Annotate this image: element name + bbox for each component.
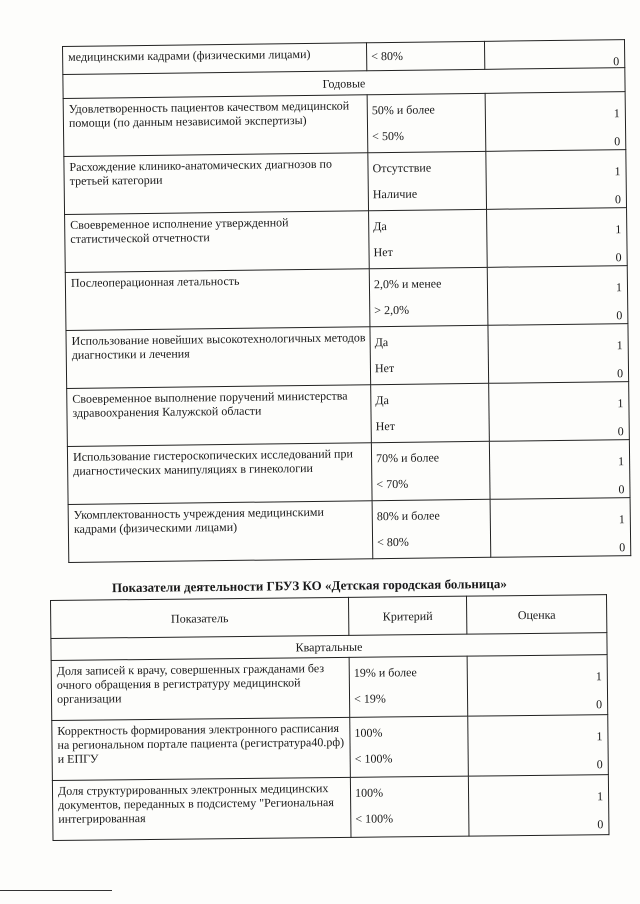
indicator-cell: Доля структурированных электронных медицинских документов, переданных в подсистему "Региональная интегрированная [52, 777, 351, 840]
score-value: 1 [617, 396, 624, 411]
criterion-value: Отсутствие [372, 160, 432, 176]
score-cell [487, 266, 628, 326]
table-row [66, 324, 629, 389]
score-value: 1 [597, 789, 604, 804]
indicator-cell: Своевременное выполнение поручений министерства здравоохранения Калужской области [67, 385, 372, 447]
score-cell [484, 40, 624, 70]
score-cell [487, 208, 628, 268]
table-row [65, 266, 628, 331]
criterion-cell [350, 716, 469, 777]
criterion-cell [368, 151, 487, 210]
table-row [63, 92, 626, 157]
quarterly-indicators-table [50, 594, 609, 841]
header-score: Оценка [466, 595, 606, 634]
criterion-value: > 2,0% [374, 302, 410, 318]
criterion-value: < 80% [376, 534, 409, 550]
indicator-cell: Использование гистероскопических исследований при диагностических манипуляциях в гинекологии [67, 443, 372, 505]
criterion-value: 80% и более [376, 508, 440, 524]
indicator-cell: Использование новейших высокотехнологичных методов диагностики и лечения [66, 327, 371, 389]
score-value: 1 [596, 729, 603, 744]
criterion-value: Наличие [372, 186, 418, 202]
criterion-value: < 80% [371, 48, 403, 64]
score-value: 1 [618, 512, 625, 527]
criterion-value: < 50% [372, 128, 404, 144]
table-row [67, 382, 630, 447]
table-row [64, 150, 627, 215]
criterion-cell [370, 325, 489, 384]
criterion-value: Нет [373, 244, 393, 260]
header-indicator: Показатель [51, 597, 349, 638]
score-value: 0 [614, 134, 621, 149]
score-value: 0 [613, 54, 620, 69]
indicator-cell: Укомплектованность учреждения медицинскими кадрами (физическими лицами) [68, 501, 373, 563]
score-cell [467, 655, 608, 716]
criterion-cell [372, 499, 491, 558]
criterion-value: Нет [375, 418, 396, 434]
criterion-cell [369, 267, 488, 326]
criterion-cell [350, 776, 469, 837]
section-title: Квартальные [51, 633, 607, 661]
indicator-cell: Своевременное исполнение утвержденной статистической отчетности [65, 211, 370, 273]
indicator-cell: Корректность формирования электронного расписания на региональном портале пациента (регистратура40.рф) и ЕПГУ [52, 717, 351, 780]
score-value: 1 [615, 280, 623, 295]
table-row [65, 208, 628, 273]
criterion-value: 19% и более [353, 665, 417, 680]
criterion-cell [369, 209, 488, 268]
score-value: 1 [618, 454, 625, 469]
indicator-cell: медицинскими кадрами (физическими лицами) [63, 43, 367, 75]
criterion-value: 100% [354, 785, 384, 800]
score-cell [489, 440, 630, 500]
score-cell [468, 715, 609, 776]
table-row [52, 775, 609, 841]
score-cell [468, 775, 609, 836]
criterion-value: Да [375, 393, 389, 408]
criterion-value: Да [373, 219, 387, 234]
score-value: 1 [613, 106, 620, 121]
footnote-divider [0, 890, 112, 891]
score-value: 0 [597, 817, 604, 832]
criterion-value: 2,0% и менее [373, 276, 442, 292]
table-row [68, 498, 631, 563]
section-title: Годовые [63, 68, 625, 99]
criterion-value: < 70% [376, 476, 409, 492]
score-cell [486, 150, 627, 210]
criterion-cell [349, 656, 468, 717]
score-cell [488, 324, 629, 384]
criterion-cell [367, 93, 486, 152]
criterion-cell [371, 441, 490, 500]
table-row [52, 715, 609, 781]
score-cell [489, 382, 630, 442]
criterion-cell [366, 41, 484, 70]
criterion-value: < 19% [353, 691, 386, 706]
score-value: 1 [614, 164, 621, 179]
score-value: 1 [595, 669, 602, 684]
indicator-cell: Послеоперационная летальность [65, 269, 370, 331]
score-value: 1 [615, 222, 622, 237]
criterion-value: Да [374, 335, 389, 350]
header-row [51, 595, 607, 639]
score-value: 0 [615, 250, 622, 265]
table-row [51, 655, 608, 721]
criterion-value: 50% и более [371, 102, 435, 118]
score-value: 0 [618, 482, 625, 497]
score-value: 0 [617, 424, 624, 439]
header-criteria: Критерий [348, 596, 466, 635]
table-row [67, 440, 630, 505]
score-value: 0 [596, 697, 603, 712]
score-cell [485, 92, 626, 152]
criterion-value: < 100% [354, 751, 393, 766]
criterion-value: 100% [354, 725, 383, 740]
score-value: 0 [614, 192, 621, 207]
indicator-cell: Расхождение клинико-анатомических диагнозов по третьей категории [64, 153, 369, 215]
criterion-value: Нет [374, 360, 395, 376]
score-value: 0 [619, 540, 626, 555]
criterion-value: < 100% [355, 811, 394, 826]
section-heading: Показатели деятельности ГБУЗ КО «Детская городская больница» [111, 575, 507, 596]
score-value: 1 [616, 338, 623, 353]
score-value: 0 [596, 757, 603, 772]
indicator-cell: Удовлетворенность пациентов качеством медицинской помощи (по данным независимой экспертизы) [63, 95, 368, 157]
score-value: 0 [616, 366, 624, 381]
annual-indicators-table [62, 39, 631, 563]
criterion-cell [371, 383, 490, 442]
score-value: 0 [616, 308, 623, 323]
indicator-cell: Доля записей к врачу, совершенных гражданами без очного обращения в регистратуру медицинской организации [51, 657, 350, 720]
score-cell [490, 498, 631, 558]
criterion-value: 70% и более [375, 450, 440, 466]
